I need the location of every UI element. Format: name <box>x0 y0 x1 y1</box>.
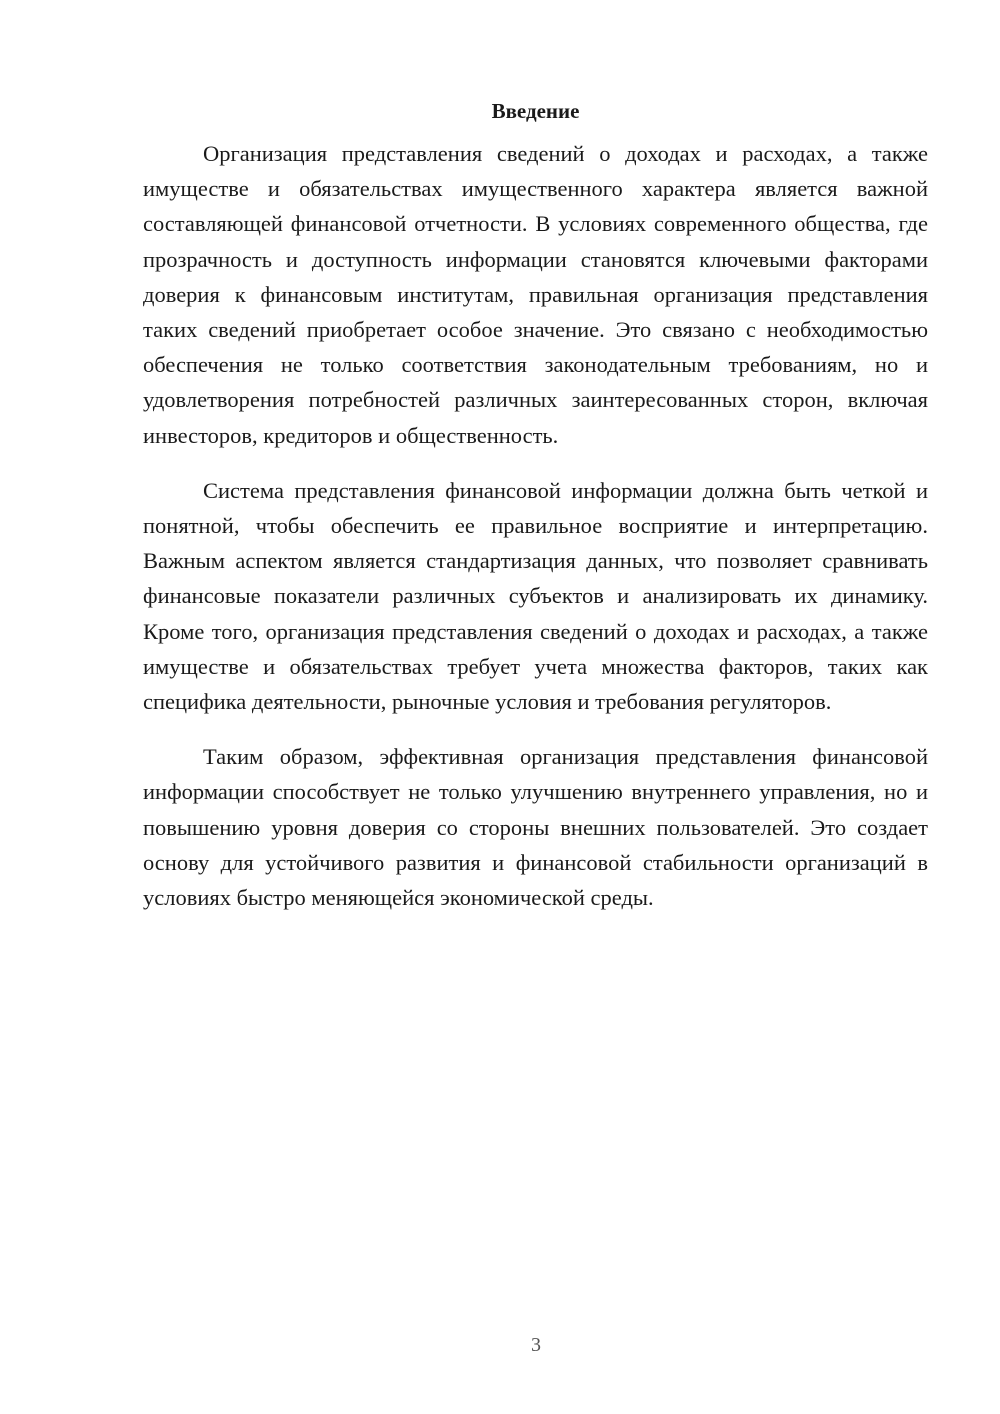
page-body <box>143 96 928 915</box>
paragraph-3: Таким образом, эффективная организация представления финансовой информации способствует не только улучшению внутреннего управления, но и повышению уровня доверия со стороны внешних пользователей. Это создает основу для устойчивого развития и финансовой стабильности организаций в условиях быстро меняющейся экономической среды. <box>143 744 928 911</box>
paragraph-1: Организация представления сведений о доходах и расходах, а также имуществе и обязательствах имущественного характера является важной составляющей финансовой отчетности. В условиях современного общества, где прозрачность и доступность информации становятся ключевыми факторами доверия к финансовым институтам, правильная организация представления таких сведений приобретает особое значение. Это связано с необходимостью обеспечения не только соответствия законодательным требованиям, но и удовлетворения потребностей различных заинтересованных сторон, включая инвесторов, кредиторов и общественность. <box>143 141 928 448</box>
page-number: 3 <box>531 1334 541 1356</box>
paragraph-2: Система представления финансовой информации должна быть четкой и понятной, чтобы обеспечить ее правильное восприятие и интерпретацию. Важным аспектом является стандартизация данных, что позволяет сравнивать финансовые показатели различных субъектов и анализировать их динамику. Кроме того, организация представления сведений о доходах и расходах, а также имуществе и обязательствах требует учета множества факторов, таких как специфика деятельности, рыночные условия и требования регуляторов. <box>143 477 928 715</box>
section-heading: Введение <box>491 99 580 123</box>
